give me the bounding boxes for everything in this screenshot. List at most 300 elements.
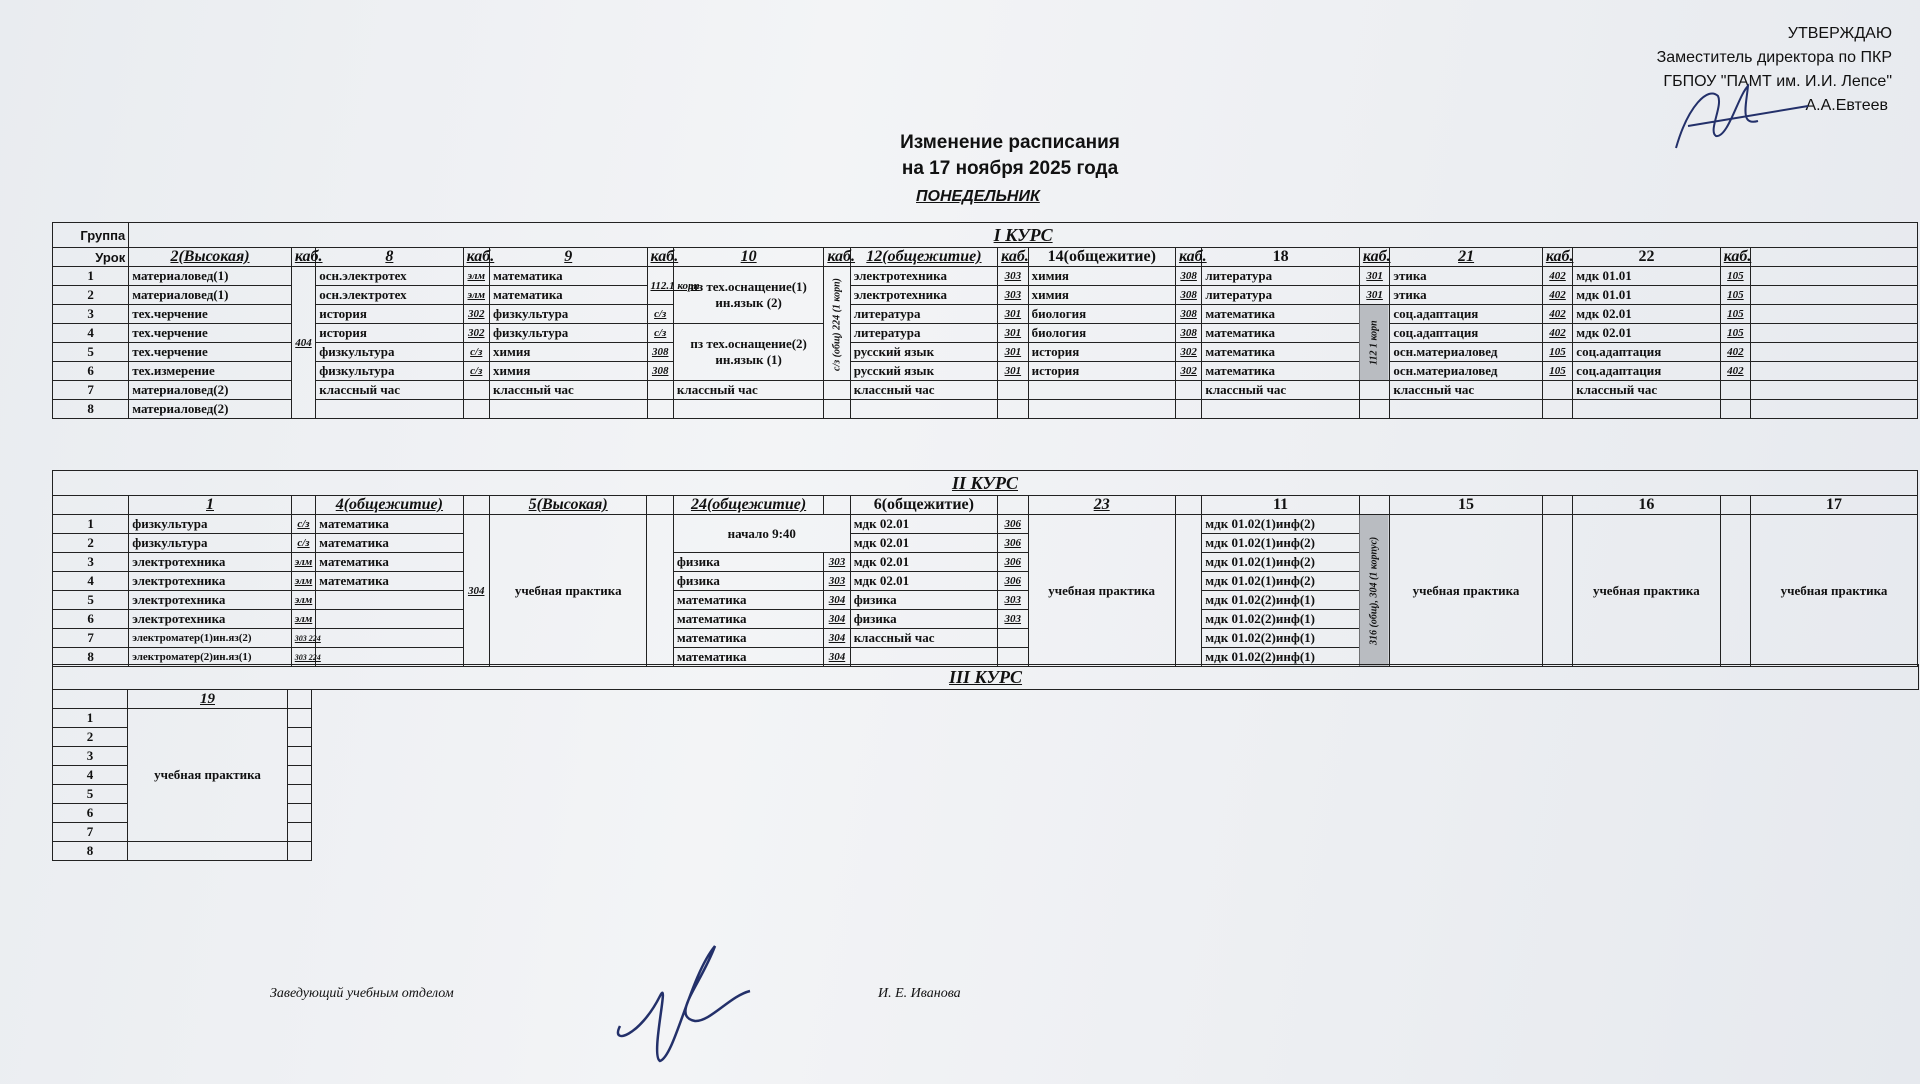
group-5-header: 5(Высокая) [489, 496, 647, 515]
room-cell [463, 400, 489, 419]
empty-cell [1751, 362, 1918, 381]
subject-cell: математика [673, 591, 823, 610]
subject-cell: классный час [489, 381, 647, 400]
subject-cell [673, 400, 823, 419]
lesson-number: 5 [53, 785, 128, 804]
room-cell: 105 [1542, 343, 1572, 362]
empty-cell [1720, 496, 1750, 515]
room-cell: с/з [647, 305, 673, 324]
lesson-number: 3 [53, 553, 129, 572]
table-row [53, 286, 1918, 305]
room-cell: 302 [463, 305, 489, 324]
subject-cell: физкультура [489, 305, 647, 324]
group-14-header: 14(общежитие) [1028, 248, 1175, 267]
subject-cell: химия [1028, 286, 1175, 305]
group-2-header: 2(Высокая) [129, 248, 292, 267]
subject-cell: осн.электротех [316, 267, 463, 286]
subject-cell: электротехника [129, 610, 292, 629]
subject-cell: осн.материаловед [1390, 362, 1542, 381]
room-cell [1542, 400, 1572, 419]
subject-cell: материаловед(2) [129, 400, 292, 419]
subject-cell: биология [1028, 324, 1175, 343]
subject-cell: мдк 01.02(2)инф(1) [1202, 629, 1360, 648]
room-cell [1359, 400, 1389, 419]
subject-cell: классный час [850, 629, 997, 648]
room-cell [998, 381, 1028, 400]
room-cell [288, 842, 312, 861]
room-cell: 308 [647, 343, 673, 362]
subject-cell: соц.адаптация [1573, 362, 1720, 381]
group-6-header: 6(общежитие) [850, 496, 997, 515]
room-cell: 402 [1720, 362, 1750, 381]
empty-cell [1751, 381, 1918, 400]
room-cell: с/з (общ) 224 (1 корп) [824, 267, 850, 381]
subject-cell [1390, 400, 1542, 419]
room-cell: 304 [824, 591, 850, 610]
room-cell: 402 [1542, 267, 1572, 286]
subject-cell: материаловед(1) [129, 286, 292, 305]
subject-cell: классный час [316, 381, 463, 400]
group-15-header: 15 [1390, 496, 1542, 515]
kab-header: каб. [1720, 248, 1750, 267]
room-cell [998, 400, 1028, 419]
room-cell [1175, 515, 1201, 667]
lesson-label: Урок [53, 248, 129, 267]
subject-cell: пз тех.оснащение(2) ин.язык (1) [673, 324, 823, 381]
room-cell: 304 [824, 610, 850, 629]
page-title [800, 130, 1220, 182]
subject-cell: классный час [1390, 381, 1542, 400]
room-cell: элм [463, 286, 489, 305]
subject-cell: математика [1202, 305, 1360, 324]
group-12-header: 12(общежитие) [850, 248, 997, 267]
subject-cell: мдк 01.02(1)инф(2) [1202, 553, 1360, 572]
footer-position: Заведующий учебным отделом [270, 986, 454, 1001]
subject-cell: тех.черчение [129, 343, 292, 362]
table-row [53, 400, 1918, 419]
room-cell [288, 804, 312, 823]
group-label: Группа [53, 223, 129, 248]
lesson-number: 7 [53, 381, 129, 400]
group-11-header: 11 [1202, 496, 1360, 515]
empty-cell [291, 496, 315, 515]
subject-cell: физика [850, 591, 997, 610]
subject-cell: мдк 02.01 [850, 534, 997, 553]
course-3-table [52, 664, 1919, 861]
subject-cell: электроматер(1)ин.яз(2) [129, 629, 292, 648]
subject-cell: осн.электротех [316, 286, 463, 305]
lesson-number: 5 [53, 343, 129, 362]
room-cell: 304 [824, 648, 850, 667]
course-1-table [52, 222, 1918, 419]
subject-cell: электротехника [129, 591, 292, 610]
room-cell: 306 [998, 553, 1028, 572]
subject-cell: мдк 01.02(1)инф(2) [1202, 572, 1360, 591]
subject-cell: математика [673, 648, 823, 667]
table-row [53, 842, 1919, 861]
subject-cell: физкультура [316, 362, 463, 381]
subject-cell: пз тех.оснащение(1) ин.язык (2) [673, 267, 823, 324]
subject-cell: классный час [850, 381, 997, 400]
footer-signature-icon [600, 936, 760, 1066]
room-cell: элм [291, 572, 315, 591]
room-cell: с/з [463, 362, 489, 381]
table-row [53, 709, 1919, 728]
lesson-number: 3 [53, 747, 128, 766]
room-cell: 303 [998, 267, 1028, 286]
subject-cell [489, 400, 647, 419]
empty-cell [1751, 267, 1918, 286]
subject-cell: учебная практика [1573, 515, 1720, 667]
room-cell: с/з [463, 343, 489, 362]
subject-cell: соц.адаптация [1390, 305, 1542, 324]
subject-cell: физика [850, 610, 997, 629]
room-cell [1359, 381, 1389, 400]
course-3-title: III КУРС [53, 665, 1919, 690]
room-cell: 301 [1359, 267, 1389, 286]
room-cell: 402 [1542, 305, 1572, 324]
lesson-number: 2 [53, 534, 129, 553]
subject-cell: русский язык [850, 343, 997, 362]
room-cell: 402 [1542, 286, 1572, 305]
room-cell: 301 [998, 343, 1028, 362]
subject-cell [1028, 400, 1175, 419]
subject-cell: физкультура [489, 324, 647, 343]
subject-cell: математика [489, 286, 647, 305]
room-cell: элм [291, 553, 315, 572]
group-21-header: 21 [1390, 248, 1542, 267]
room-cell [288, 709, 312, 728]
subject-cell: математика [316, 553, 463, 572]
subject-cell: осн.материаловед [1390, 343, 1542, 362]
lesson-number: 8 [53, 648, 129, 667]
table-row [53, 785, 1919, 804]
table-row [53, 267, 1918, 286]
table-row [53, 804, 1919, 823]
group-22-header: 22 [1573, 248, 1720, 267]
approval-organization: ГБПОУ "ПАМТ им. И.И. Лепсе" [1663, 73, 1892, 90]
subject-cell [850, 400, 997, 419]
room-cell: элм [291, 610, 315, 629]
room-cell: 302 [1175, 343, 1201, 362]
subject-cell: мдк 01.02(2)инф(1) [1202, 591, 1360, 610]
subject-cell: мдк 02.01 [1573, 305, 1720, 324]
subject-cell: классный час [1202, 381, 1360, 400]
empty-cell [1751, 286, 1918, 305]
group-23-header: 23 [1028, 496, 1175, 515]
empty-cell [1751, 343, 1918, 362]
subject-cell: математика [1202, 362, 1360, 381]
room-cell: 306 [998, 534, 1028, 553]
subject-cell [316, 610, 463, 629]
room-cell [647, 400, 673, 419]
room-cell [1720, 381, 1750, 400]
empty-cell [1751, 400, 1918, 419]
table-row [53, 728, 1919, 747]
subject-cell: мдк 02.01 [850, 553, 997, 572]
subject-cell: мдк 02.01 [1573, 324, 1720, 343]
lesson-number: 1 [53, 515, 129, 534]
room-cell: 302 [463, 324, 489, 343]
subject-cell: учебная практика [1390, 515, 1542, 667]
room-cell: 308 [1175, 267, 1201, 286]
subject-cell: учебная практика [489, 515, 647, 667]
subject-cell: математика [1202, 343, 1360, 362]
group-8-header: 8 [316, 248, 463, 267]
room-cell: 306 [998, 515, 1028, 534]
table-row [53, 324, 1918, 343]
course-2-table [52, 470, 1918, 667]
title-line-2: на 17 ноября 2025 года [901, 158, 1119, 179]
room-cell: с/з [291, 515, 315, 534]
lesson-number: 8 [53, 400, 129, 419]
subject-cell: математика [673, 610, 823, 629]
subject-cell: мдк 01.02(2)инф(1) [1202, 610, 1360, 629]
subject-cell: соц.адаптация [1390, 324, 1542, 343]
empty-cell [647, 496, 673, 515]
empty-cell [463, 496, 489, 515]
subject-cell: физика [673, 572, 823, 591]
room-cell: 303 [998, 286, 1028, 305]
room-cell: 402 [1542, 324, 1572, 343]
empty-cell [824, 496, 850, 515]
room-cell [1542, 515, 1572, 667]
room-cell [288, 747, 312, 766]
lesson-number: 2 [53, 286, 129, 305]
subject-cell: классный час [673, 381, 823, 400]
empty-cell [288, 690, 312, 709]
subject-cell: литература [1202, 286, 1360, 305]
subject-cell: классный час [1573, 381, 1720, 400]
table-row [53, 747, 1919, 766]
subject-cell: тех.черчение [129, 324, 292, 343]
subject-cell: начало 9:40 [673, 515, 850, 553]
subject-cell: электротехника [850, 286, 997, 305]
lesson-number: 6 [53, 610, 129, 629]
subject-cell: математика [316, 572, 463, 591]
subject-cell [128, 842, 288, 861]
subject-cell [316, 591, 463, 610]
subject-cell: тех.черчение [129, 305, 292, 324]
table-row [53, 362, 1918, 381]
kab-header: каб. [998, 248, 1028, 267]
approval-signature-icon [1668, 76, 1818, 156]
subject-cell: тех.измерение [129, 362, 292, 381]
room-cell [288, 728, 312, 747]
subject-cell: литература [850, 305, 997, 324]
empty-cell [1542, 496, 1572, 515]
subject-cell: соц.адаптация [1573, 343, 1720, 362]
room-cell [824, 400, 850, 419]
kab-header: каб. [824, 248, 850, 267]
subject-cell: мдк 01.02(1)инф(2) [1202, 515, 1360, 534]
empty-cell [53, 496, 129, 515]
subject-cell: физкультура [129, 534, 292, 553]
approval-heading: УТВЕРЖДАЮ [1787, 25, 1892, 42]
subject-cell: физкультура [129, 515, 292, 534]
group-1-header: 1 [129, 496, 292, 515]
room-cell: элм [291, 591, 315, 610]
approval-name: А.А.Евтеев [1805, 97, 1888, 114]
subject-cell: мдк 01.01 [1573, 286, 1720, 305]
subject-cell: электротехника [129, 553, 292, 572]
room-cell: 404 [291, 267, 315, 419]
subject-cell: этика [1390, 286, 1542, 305]
subject-cell: литература [1202, 267, 1360, 286]
room-cell: с/з [647, 324, 673, 343]
room-cell [288, 766, 312, 785]
subject-cell: математика [316, 515, 463, 534]
subject-cell: история [1028, 362, 1175, 381]
subject-cell: русский язык [850, 362, 997, 381]
lesson-number: 5 [53, 591, 129, 610]
subject-cell: мдк 02.01 [850, 572, 997, 591]
room-cell: 308 [1175, 324, 1201, 343]
room-cell: 303 [824, 572, 850, 591]
room-cell [463, 381, 489, 400]
lesson-number: 6 [53, 804, 128, 823]
kab-header: каб. [463, 248, 489, 267]
subject-cell: электроматер(2)ин.яз(1) [129, 648, 292, 667]
subject-cell: электротехника [129, 572, 292, 591]
room-cell [1175, 400, 1201, 419]
room-cell: элм [463, 267, 489, 286]
subject-cell: электротехника [850, 267, 997, 286]
room-cell: 301 [998, 362, 1028, 381]
subject-cell: физика [673, 553, 823, 572]
room-cell: 301 [998, 324, 1028, 343]
title-line-1: Изменение расписания [900, 132, 1120, 153]
subject-cell [1028, 381, 1175, 400]
subject-cell: химия [1028, 267, 1175, 286]
lesson-number: 6 [53, 362, 129, 381]
subject-cell: история [316, 324, 463, 343]
empty-cell [1751, 305, 1918, 324]
room-cell: с/з [291, 534, 315, 553]
lesson-number: 2 [53, 728, 128, 747]
subject-cell: математика [1202, 324, 1360, 343]
empty-cell [998, 496, 1028, 515]
empty-cell [53, 690, 128, 709]
table-row [53, 823, 1919, 842]
room-cell [647, 381, 673, 400]
room-cell: 112 1 корп [1359, 305, 1389, 381]
approval-position: Заместитель директора по ПКР [1656, 49, 1892, 66]
empty-cell [1751, 324, 1918, 343]
room-cell [824, 381, 850, 400]
room-cell [1720, 400, 1750, 419]
kab-header: каб. [291, 248, 315, 267]
subject-cell: физкультура [316, 343, 463, 362]
kab-header: каб. [1359, 248, 1389, 267]
lesson-number: 8 [53, 842, 128, 861]
room-cell [1542, 381, 1572, 400]
room-cell: 105 [1720, 324, 1750, 343]
subject-cell [1573, 400, 1720, 419]
subject-cell: мдк 01.02(1)инф(2) [1202, 534, 1360, 553]
subject-cell: материаловед(2) [129, 381, 292, 400]
subject-cell: мдк 02.01 [850, 515, 997, 534]
lesson-number: 7 [53, 823, 128, 842]
room-cell [288, 823, 312, 842]
subject-cell [1202, 400, 1360, 419]
room-cell: 105 [1720, 305, 1750, 324]
lesson-number: 7 [53, 629, 129, 648]
subject-cell [316, 629, 463, 648]
group-19-header: 19 [128, 690, 288, 709]
room-cell: 105 [1720, 286, 1750, 305]
room-cell: 303 [998, 610, 1028, 629]
room-cell: 304 [824, 629, 850, 648]
empty-cell [1359, 496, 1389, 515]
subject-cell: мдк 01.02(2)инф(1) [1202, 648, 1360, 667]
room-cell: 303 [998, 591, 1028, 610]
lesson-number: 3 [53, 305, 129, 324]
subject-cell: математика [316, 534, 463, 553]
lesson-number: 1 [53, 267, 129, 286]
room-cell: 303 224 [291, 629, 315, 648]
subject-cell: литература [850, 324, 997, 343]
room-cell: 308 [1175, 286, 1201, 305]
subject-cell: учебная практика [1028, 515, 1175, 667]
room-cell: 301 [998, 305, 1028, 324]
room-cell: 301 [1359, 286, 1389, 305]
kab-header: каб. [1175, 248, 1201, 267]
subject-cell: история [316, 305, 463, 324]
room-cell: 316 (общ), 304 (1 корпус) [1359, 515, 1389, 667]
table-row [53, 305, 1918, 324]
room-cell: 308 [1175, 305, 1201, 324]
subject-cell: учебная практика [128, 709, 288, 842]
empty-area [312, 690, 1919, 709]
room-cell: 306 [998, 572, 1028, 591]
group-16-header: 16 [1573, 496, 1720, 515]
group-9-header: 9 [489, 248, 647, 267]
room-cell: 302 [1175, 362, 1201, 381]
room-cell [1720, 515, 1750, 667]
room-cell: 303 [824, 553, 850, 572]
lesson-number: 1 [53, 709, 128, 728]
lesson-number: 4 [53, 572, 129, 591]
lesson-number: 4 [53, 324, 129, 343]
subject-cell: материаловед(1) [129, 267, 292, 286]
subject-cell: математика [673, 629, 823, 648]
course-2-title: II КУРС [53, 471, 1918, 496]
group-17-header: 17 [1751, 496, 1918, 515]
subject-cell: математика [489, 267, 647, 286]
day-name: ПОНЕДЕЛЬНИК [916, 188, 1040, 205]
room-cell: 105 [1542, 362, 1572, 381]
subject-cell: этика [1390, 267, 1542, 286]
course-1-title: I КУРС [129, 223, 1918, 248]
room-cell: 112.1 корп [647, 267, 673, 305]
lesson-number: 4 [53, 766, 128, 785]
group-24-header: 24(общежитие) [673, 496, 823, 515]
table-row [53, 515, 1918, 534]
subject-cell: химия [489, 343, 647, 362]
room-cell [647, 515, 673, 667]
table-row [53, 381, 1918, 400]
room-cell: 303 224 [291, 648, 315, 667]
subject-cell: мдк 01.01 [1573, 267, 1720, 286]
room-cell [998, 629, 1028, 648]
room-cell: 304 [463, 515, 489, 667]
room-cell: 308 [647, 362, 673, 381]
kab-header: каб. [647, 248, 673, 267]
subject-cell: химия [489, 362, 647, 381]
room-cell: 402 [1720, 343, 1750, 362]
table-row [53, 766, 1919, 785]
